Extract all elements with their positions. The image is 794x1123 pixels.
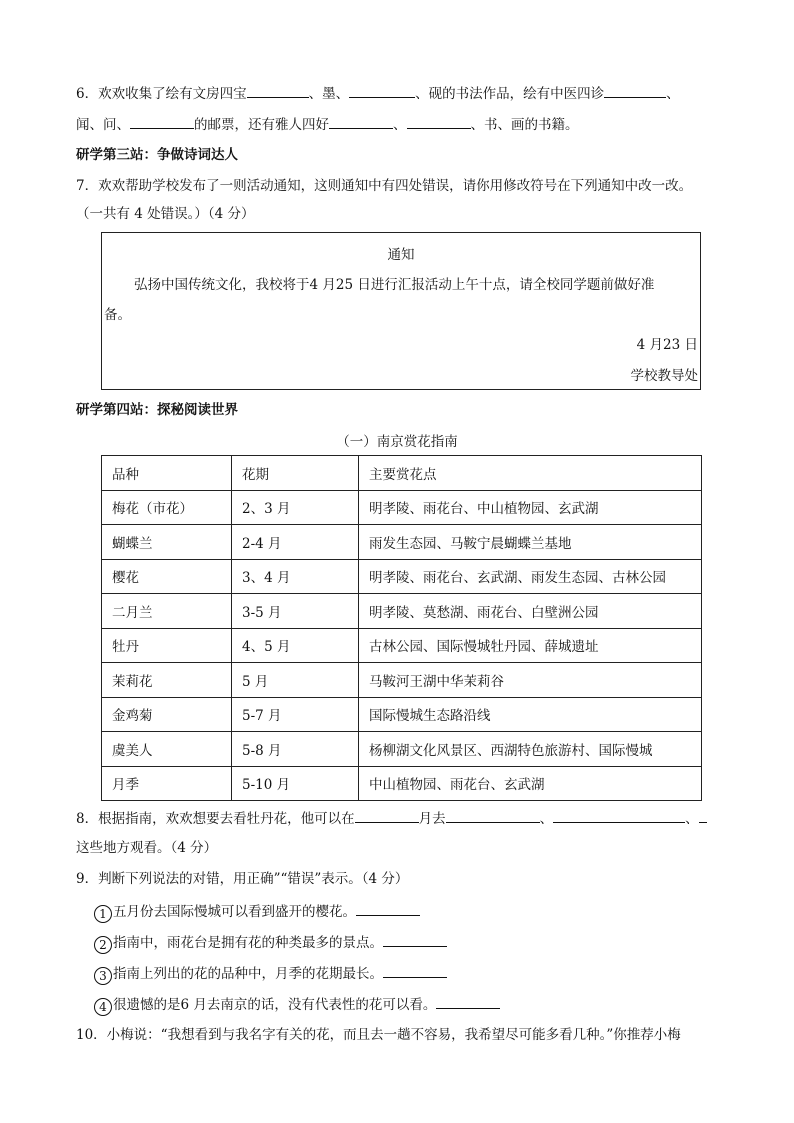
question-9-item: 4 很遗憾的是6 月去南京的话，没有代表性的花可以看。 [94,994,500,1016]
answer-blank[interactable] [130,114,194,129]
table-cell: 5-10 月 [232,766,359,801]
table-cell: 蝴蝶兰 [102,525,232,560]
answer-blank[interactable] [436,994,500,1009]
table-header-row [102,456,702,491]
table-row [102,559,702,594]
question-9-item: 2 指南中，雨花台是拥有花的种类最多的景点。 [94,932,447,954]
question-9-item: 1 五月份去国际慢城可以看到盛开的樱花。 [94,901,420,923]
notice-body-line-2: 备。 [104,307,131,323]
table-cell: 5-8 月 [232,732,359,767]
table-cell: 明孝陵、雨花台、玄武湖、雨发生态园、古林公园 [359,559,702,594]
question-8-line-1: 8．根据指南，欢欢想要去看牡丹花，他可以在 月去 、 、 [76,808,707,829]
answer-blank[interactable] [383,963,447,978]
table-cell: 2-4 月 [232,525,359,560]
table-cell: 古林公园、国际慢城牡丹园、薛城遗址 [359,628,702,663]
notice-box [101,232,701,390]
circled-number: 2 [94,936,112,954]
answer-blank[interactable] [383,932,447,947]
table-cell: 2、3 月 [232,490,359,525]
table-caption: （一）南京赏花指南 [336,434,458,450]
table-cell: 4、5 月 [232,628,359,663]
question-8-line-2: 这些地方观看。（4 分） [76,840,218,856]
table-row [102,732,702,767]
table-cell: 虞美人 [102,732,232,767]
answer-blank[interactable] [553,808,685,823]
table-cell: 樱花 [102,559,232,594]
column-header: 花期 [232,456,359,491]
table-row [102,697,702,732]
table-cell: 金鸡菊 [102,697,232,732]
answer-blank[interactable] [604,83,666,98]
table-cell: 杨柳湖文化风景区、西湖特色旅游村、国际慢城 [359,732,702,767]
notice-title: 通知 [387,247,415,263]
table-cell: 中山植物园、雨花台、玄武湖 [359,766,702,801]
answer-blank[interactable] [699,808,707,823]
answer-blank[interactable] [407,114,471,129]
table-row [102,766,702,801]
answer-blank[interactable] [446,808,540,823]
table-cell: 3-5 月 [232,594,359,629]
table-cell: 明孝陵、莫愁湖、雨花台、白壁洲公园 [359,594,702,629]
table-row [102,594,702,629]
question-7-line-2: （一共有 4 处错误。）（4 分） [76,206,255,222]
question-6-line-2: 闻、问、 的邮票，还有雅人四好 、 、书、画的书籍。 [76,114,579,135]
table-row [102,628,702,663]
answer-blank[interactable] [329,114,393,129]
table-row [102,525,702,560]
answer-blank[interactable] [349,83,415,98]
table-cell: 5-7 月 [232,697,359,732]
table-cell: 雨发生态园、马鞍宁晨蝴蝶兰基地 [359,525,702,560]
table-cell: 茉莉花 [102,663,232,698]
column-header: 主要赏花点 [359,456,702,491]
circled-number: 4 [94,998,112,1016]
table-cell: 3、4 月 [232,559,359,594]
answer-blank[interactable] [356,901,420,916]
question-6-line-1: 6．欢欢收集了绘有文房四宝 、墨、 、砚的书法作品，绘有中医四诊 、 [76,83,680,104]
question-9-intro: 9．判断下列说法的对错，用正确”“错误”表示。（4 分） [76,871,409,887]
answer-blank[interactable] [247,83,309,98]
notice-date: 4 月23 日 [636,337,698,353]
table-cell: 月季 [102,766,232,801]
question-10: 10．小梅说：“我想看到与我名字有关的花，而且去一趟不容易，我希望尽可能多看几种。”你推荐小梅 [76,1027,681,1043]
column-header: 品种 [102,456,232,491]
table-cell: 明孝陵、雨花台、中山植物园、玄武湖 [359,490,702,525]
table-cell: 牡丹 [102,628,232,663]
circled-number: 1 [94,905,112,923]
notice-body-line-1: 弘扬中国传统文化，我校将于4 月25 日进行汇报活动上午十点，请全校同学题前做好准 [134,277,655,293]
table-cell: 马鞍河王湖中华茉莉谷 [359,663,702,698]
circled-number: 3 [94,967,112,985]
table-cell: 5 月 [232,663,359,698]
answer-blank[interactable] [355,808,419,823]
station-3-heading: 研学第三站：争做诗词达人 [76,147,238,163]
notice-signer: 学校教导处 [630,368,698,384]
flower-guide-table [101,455,702,801]
question-7-line-1: 7．欢欢帮助学校发布了一则活动通知，这则通知中有四处错误，请你用修改符号在下列通知中改一改。 [76,178,693,194]
question-9-item: 3 指南上列出的花的品种中，月季的花期最长。 [94,963,447,985]
table-cell: 国际慢城生态路沿线 [359,697,702,732]
table-row [102,490,702,525]
table-row [102,663,702,698]
station-4-heading: 研学第四站：探秘阅读世界 [76,402,238,418]
table-cell: 二月兰 [102,594,232,629]
table-cell: 梅花（市花） [102,490,232,525]
